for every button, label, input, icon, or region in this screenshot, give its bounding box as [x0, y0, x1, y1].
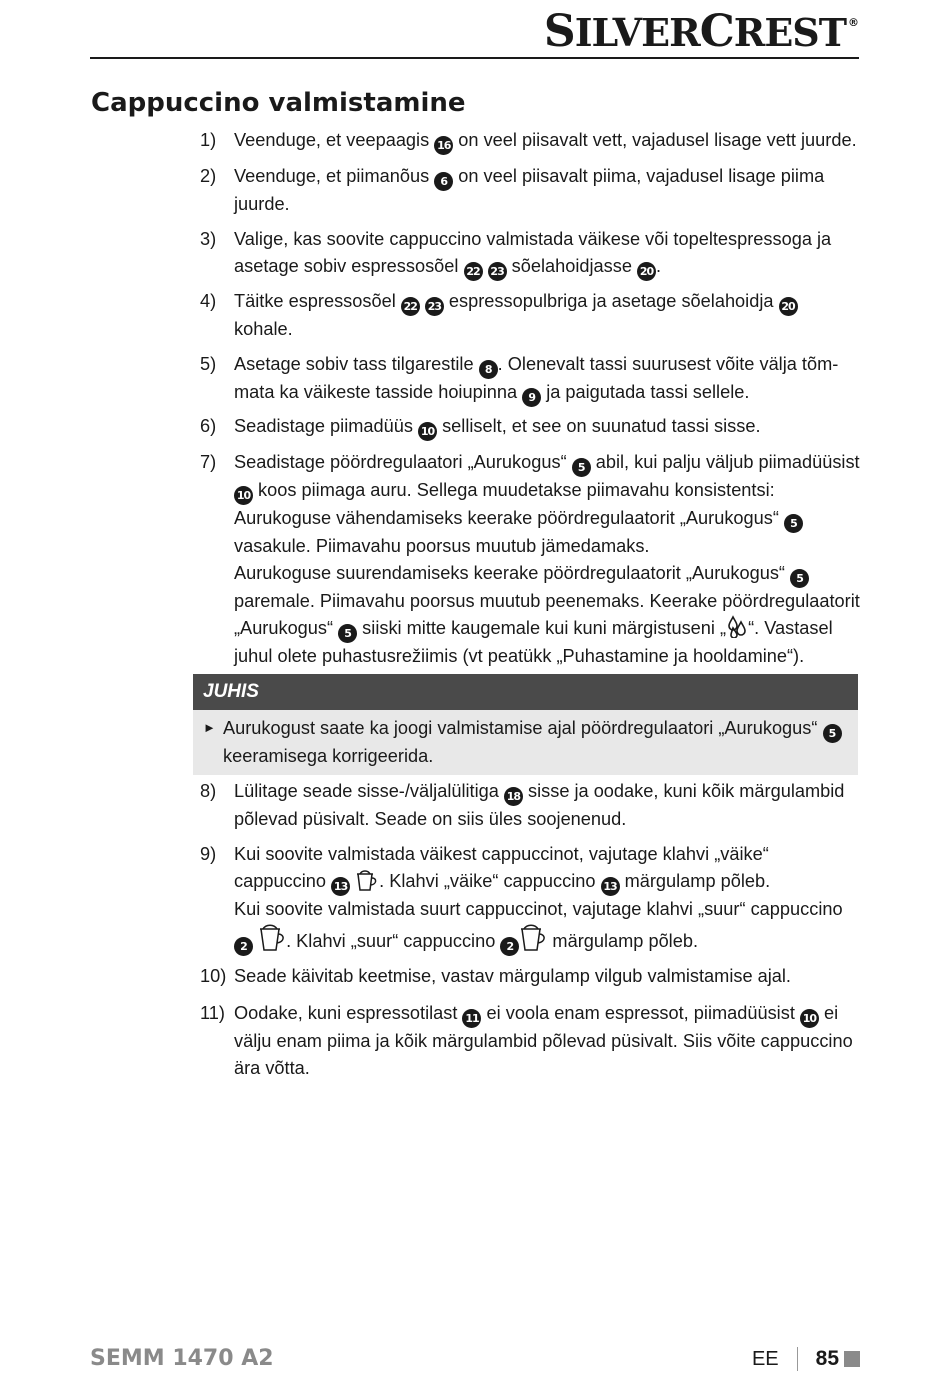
step-2: 2) Veenduge, et piimanõus 6 on veel piisavalt piima, vajadusel lisage piima juurde. — [200, 166, 825, 214]
callout: 10 — [418, 422, 437, 441]
callout: 6 — [434, 172, 453, 191]
callout: 13 — [601, 877, 620, 896]
step-4: 4) Täitke espressosõel 22 23 espressopulbriga ja asetage sõelahoidja 20 kohale. — [200, 288, 860, 343]
callout: 10 — [234, 486, 253, 505]
step-7: 7) Seadistage pöördregulaatori „Aurukogus“ 5 abil, kui palju väljub piimadüüsist 10 koos piimaga auru. Sellega muudetakse piimavahu konsistentsi: Aurukoguse vähendamiseks keerake pöördregulaatorit „Aurukogus“ 5 vasakule. Piimavahu poorsus muutub jämedamaks. Aurukoguse suurendamiseks keerake pöördregulaatorit „Aurukogus“ 5 paremale. Piimavahu poorsus muutub peenemaks. Keerake pöördregulaatorit „Aurukogus“ 5 siiski mitte kaugemale kui kuni märgistuseni „ “. Vastasel juhul olete puhastusrežiimis (vt peatükk „Puhastamine ja hooldamine“). — [200, 452, 860, 666]
footer-pagination — [752, 1347, 860, 1371]
brand-logo: SILVERCREST ® — [543, 6, 858, 57]
large-cup-icon — [519, 922, 547, 952]
step-1: 1) Veenduge, et veepaagis 16 on veel piisavalt vett, vajadusel lisage vett juurde. — [200, 127, 860, 155]
footer-language: EE — [751, 1347, 779, 1370]
step-5: 5) Asetage sobiv tass tilgarestile 8 . Olenevalt tassi suurusest võite välja tõmmata ka väikeste tasside hoiupinna 9 ja paigutada tassi sellele. — [200, 351, 860, 407]
callout: 22 — [401, 297, 420, 316]
note-heading: JUHIS — [193, 674, 858, 710]
step-9: 9) Kui soovite valmistada väikest cappuccinot, vajutage klahvi „väike“ cappuccino 13 . Klahvi „väike“ cappuccino 13 märgulamp põleb. Kui soovite valmistada suurt cappuccinot, vajutage klahvi „suur“ cappuccino 2 . Klahvi „suur“ cappuccino 2 märgulamp põleb. — [200, 841, 860, 956]
footer-separator — [797, 1347, 798, 1371]
page-title: Cappuccino valmistamine — [91, 88, 466, 118]
large-cup-icon — [258, 922, 286, 952]
callout: 9 — [522, 388, 541, 407]
note-box — [193, 674, 858, 775]
step-3: 3) Valige, kas soovite cappuccino valmistada väikese või topeltespressoga ja asetage sobiv espressosõel 22 23 sõelahoidjasse 20 . — [200, 226, 860, 281]
callout: 2 — [500, 937, 519, 956]
small-cup-icon — [355, 868, 379, 892]
header-rule — [90, 57, 859, 59]
callout: 13 — [331, 877, 350, 896]
callout: 20 — [637, 262, 656, 281]
square-marker-icon — [844, 1351, 860, 1367]
callout: 23 — [488, 262, 507, 281]
callout: 8 — [479, 360, 498, 379]
callout: 2 — [234, 937, 253, 956]
callout: 10 — [800, 1009, 819, 1028]
page-number: 85 — [815, 1347, 839, 1370]
step-6: 6) Seadistage piimadüüs 10 selliselt, et see on suunatud tassi sisse. — [200, 413, 860, 441]
arrow-icon: ► — [203, 720, 216, 735]
callout: 22 — [464, 262, 483, 281]
callout: 5 — [784, 514, 803, 533]
callout: 16 — [434, 136, 453, 155]
callout: 23 — [425, 297, 444, 316]
callout: 5 — [790, 569, 809, 588]
callout: 11 — [462, 1009, 481, 1028]
callout: 20 — [779, 297, 798, 316]
steam-drops-icon — [726, 614, 748, 638]
step-8: 8) Lülitage seade sisse-/väljalülitiga 18 sisse ja oodake, kuni kõik märgulambid põlevad püsivalt. Seade on siis üles soojenenud. — [200, 781, 845, 829]
callout: 5 — [823, 724, 842, 743]
step-11: 11) Oodake, kuni espressotilast 11 ei voola enam espressot, piimadüüsist 10 ei välju enam piima ja kõik märgulambid põlevad püsivalt. Siis võite cappuccino ära võtta. — [200, 1003, 853, 1078]
callout: 5 — [572, 458, 591, 477]
footer-model: SEMM 1470 A2 — [90, 1346, 274, 1371]
note-body: ► Aurukogust saate ka joogi valmistamise ajal pöördregulaatori „Aurukogus“ 5 keeramisega korrigeerida. — [193, 710, 858, 775]
callout: 18 — [504, 787, 523, 806]
step-10: 10) Seade käivitab keetmise, vastav märgulamp vilgub valmistamise ajal. — [200, 966, 791, 986]
callout: 5 — [338, 624, 357, 643]
